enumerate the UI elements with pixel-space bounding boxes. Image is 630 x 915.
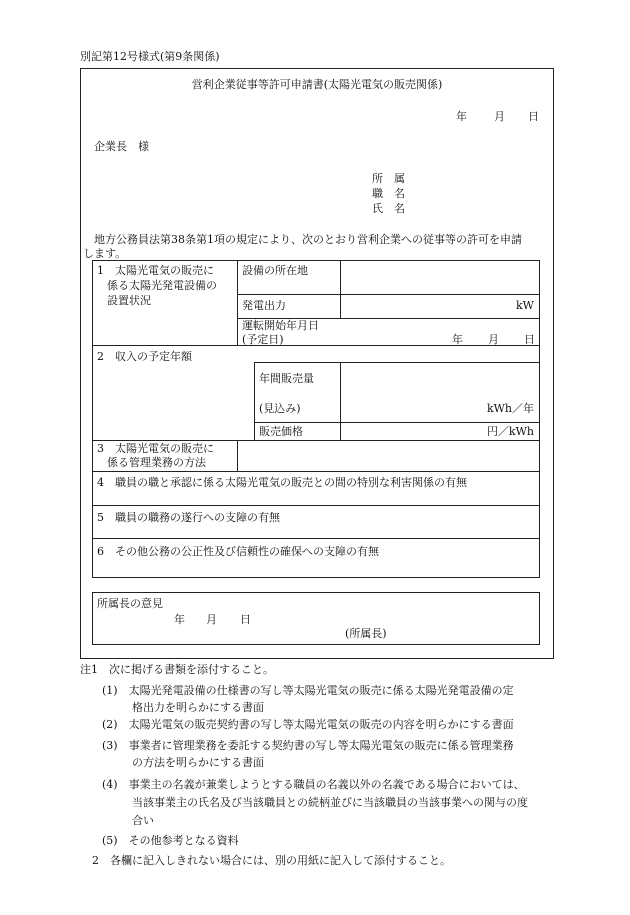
- row-divider-s4: [92, 505, 540, 506]
- opinion-year: 年: [174, 613, 185, 626]
- applicant-position: 職 名: [372, 187, 405, 200]
- opinion-title: 所属長の意見: [97, 597, 163, 610]
- note-1-item-1-line-2: 格出力を明らかにする書面: [132, 701, 264, 714]
- s2-inner-mid: [254, 422, 540, 423]
- opinion-month: 月: [206, 613, 217, 626]
- date-day: 日: [528, 110, 539, 123]
- opinion-signer: (所属長): [345, 627, 387, 640]
- output-unit: kW: [516, 299, 534, 312]
- start-date-label-1: 運転開始年月日: [242, 319, 319, 332]
- note-1-item-1-line-1: (1) 太陽光発電設備の仕様書の写し等太陽光電気の販売に係る太陽光発電設備の定: [102, 684, 514, 697]
- row-divider-s5: [92, 538, 540, 539]
- intro-line-1: 地方公務員法第38条第1項の規定により、次のとおり営利企業への従事等の許可を申請: [94, 233, 522, 246]
- row-divider-s3: [92, 471, 540, 472]
- row-divider-s1: [92, 345, 540, 346]
- start-year: 年: [452, 333, 463, 346]
- start-day: 日: [524, 333, 535, 346]
- location-label: 設備の所在地: [242, 264, 308, 277]
- date-month: 月: [494, 110, 505, 123]
- note-1-item-4-line-3: 合い: [132, 814, 154, 827]
- s3-label-line-2: 係る管理業務の方法: [107, 456, 206, 469]
- note-1-item-3-line-2: の方法を明らかにする書面: [132, 756, 264, 769]
- s5-label: 5 職員の職務の遂行への支障の有無: [97, 511, 280, 524]
- annual-sales-label-1: 年間販売量: [259, 372, 314, 385]
- applicant-name: 氏 名: [372, 202, 405, 215]
- start-month: 月: [488, 333, 499, 346]
- s1-label-line-2: 係る太陽光発電設備の: [107, 279, 217, 292]
- note-1-item-4-line-2: 当該事業主の氏名及び当該職員との続柄並びに当該職員の当該事業への関与の度: [132, 796, 528, 809]
- output-label: 発電出力: [242, 299, 286, 312]
- note-1-item-3-line-1: (3) 事業者に管理業務を委託する契約書の写し等太陽光電気の販売に係る管理業務: [102, 739, 514, 752]
- s2-inner-left: [254, 362, 255, 440]
- note-2: 2 各欄に記入しきれない場合には、別の用紙に記入して添付すること。: [92, 854, 451, 867]
- s6-label: 6 その他公務の公正性及び信頼性の確保への支障の有無: [97, 545, 379, 558]
- s1-row-divider-1: [237, 294, 540, 295]
- annual-sales-unit: kWh／年: [486, 402, 534, 415]
- form-title: 営利企業従事等許可申請書(太陽光電気の販売関係): [191, 78, 443, 91]
- annual-sales-label-2: (見込み): [259, 402, 301, 415]
- row-divider-s2: [92, 440, 540, 441]
- s3-col-divider: [237, 440, 238, 471]
- s1-label-line-3: 設置状況: [107, 294, 151, 307]
- s1-label-line-1: 1 太陽光電気の販売に: [97, 264, 214, 277]
- intro-line-2: します。: [83, 247, 127, 260]
- note-1-item-5: (5) その他参考となる資料: [102, 834, 239, 847]
- note-1-item-4-line-1: (4) 事業主の名義が兼業しようとする職員の名義以外の名義である場合においては、: [102, 778, 525, 791]
- s4-label: 4 職員の職と承認に係る太陽光電気の販売との間の特別な利害関係の有無: [97, 476, 467, 489]
- opinion-day: 日: [240, 613, 251, 626]
- price-unit: 円／kWh: [486, 425, 534, 438]
- start-date-label-2: (予定日): [242, 333, 284, 346]
- s1-col-divider: [237, 260, 238, 345]
- price-label: 販売価格: [259, 425, 303, 438]
- s3-label-line-1: 3 太陽光電気の販売に: [97, 442, 214, 455]
- note-1-heading: 注1 次に掲げる書類を添付すること。: [80, 663, 274, 676]
- addressee: 企業長 様: [94, 140, 149, 153]
- s2-inner-top: [254, 362, 540, 363]
- form-label: 別記第12号様式(第9条関係): [80, 50, 220, 63]
- applicant-affiliation: 所 属: [372, 172, 405, 185]
- note-1-item-2: (2) 太陽光電気の販売契約書の写し等太陽光電気の販売の内容を明らかにする書面: [102, 718, 514, 731]
- s2-label: 2 収入の予定年額: [97, 350, 192, 363]
- date-year: 年: [456, 110, 467, 123]
